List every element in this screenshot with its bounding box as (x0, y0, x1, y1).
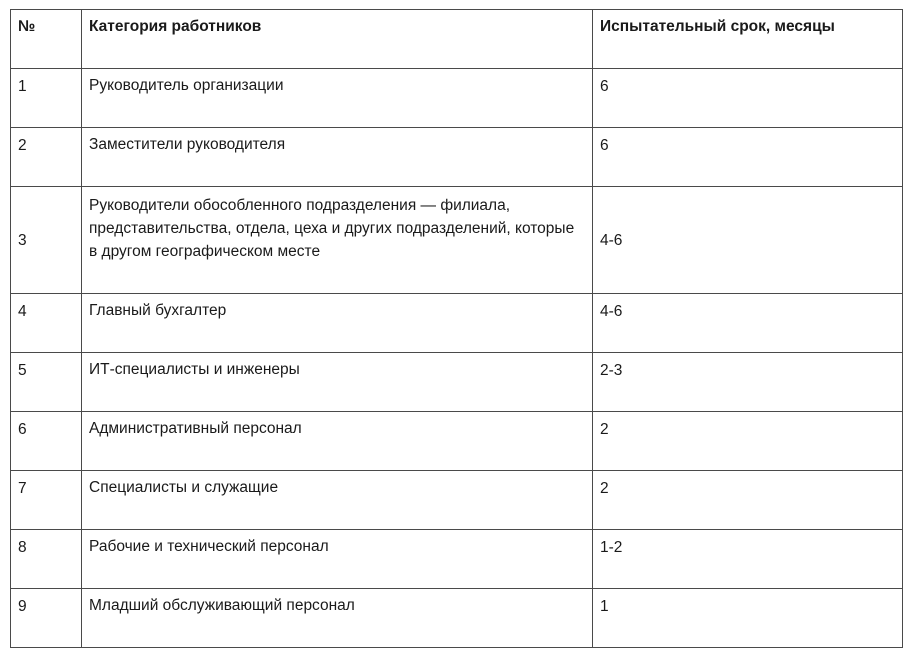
table-row (11, 412, 903, 471)
row-number: 7 (11, 471, 82, 530)
row-number: 4 (11, 294, 82, 353)
row-number: 6 (11, 412, 82, 471)
row-category: Главный бухгалтер (82, 294, 593, 353)
row-term: 1-2 (593, 530, 903, 589)
header-number: № (11, 10, 82, 69)
row-number: 8 (11, 530, 82, 589)
header-category: Категория работников (82, 10, 593, 69)
row-category: Рабочие и технический персонал (82, 530, 593, 589)
table-row (11, 294, 903, 353)
row-term: 2 (593, 471, 903, 530)
table-row (11, 353, 903, 412)
row-number: 2 (11, 128, 82, 187)
row-term: 1 (593, 589, 903, 648)
row-category: Административный персонал (82, 412, 593, 471)
row-category: Младший обслуживающий персонал (82, 589, 593, 648)
probation-period-table (10, 9, 903, 648)
row-category: Заместители руководителя (82, 128, 593, 187)
header-term: Испытательный срок, месяцы (593, 10, 903, 69)
table-row (11, 530, 903, 589)
row-category: Руководители обособленного подразделения — филиала, представительства, отдела, цеха и других подразделений, которые в другом географическом месте (82, 187, 593, 294)
row-term: 6 (593, 69, 903, 128)
table-row (11, 187, 903, 294)
table-row (11, 589, 903, 648)
row-term: 6 (593, 128, 903, 187)
row-category: Специалисты и служащие (82, 471, 593, 530)
row-number: 3 (11, 187, 82, 294)
row-category: ИТ-специалисты и инженеры (82, 353, 593, 412)
row-term: 2-3 (593, 353, 903, 412)
row-term: 4-6 (593, 187, 903, 294)
row-term: 4-6 (593, 294, 903, 353)
row-category: Руководитель организации (82, 69, 593, 128)
row-number: 5 (11, 353, 82, 412)
row-number: 1 (11, 69, 82, 128)
row-term: 2 (593, 412, 903, 471)
row-number: 9 (11, 589, 82, 648)
table-row (11, 471, 903, 530)
table-row (11, 69, 903, 128)
table-header-row (11, 10, 903, 69)
table-row (11, 128, 903, 187)
